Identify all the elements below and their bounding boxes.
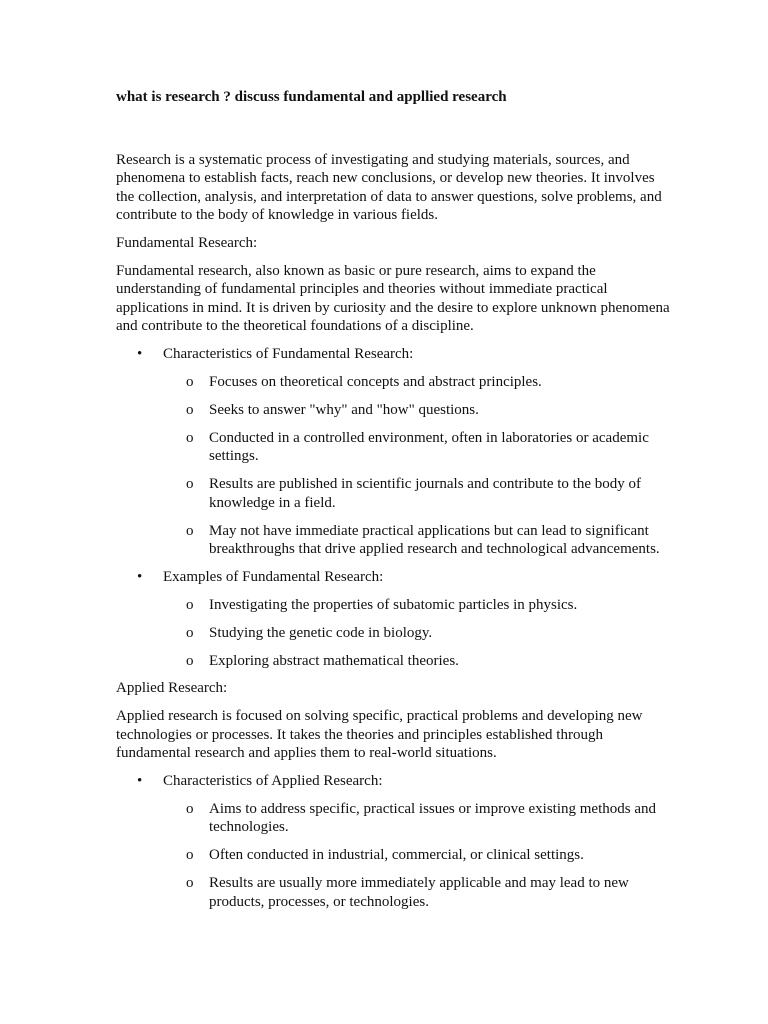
list-item-text: Seeks to answer "why" and "how" questions.	[209, 401, 479, 418]
circle-bullet-icon: o	[186, 401, 194, 418]
list-item-text: Results are usually more immediately applicable and may lead to new products, processes, or technologies.	[209, 875, 629, 910]
fundamental-heading: Fundamental Research:	[116, 235, 258, 252]
list-item-text: Conducted in a controlled environment, often in laboratories or academic settings.	[209, 429, 649, 465]
circle-bullet-icon: o	[186, 652, 194, 669]
applied-list	[116, 772, 676, 911]
list-item-text: May not have immediate practical applications but can lead to significant breakthroughs that drive applied research and technological advancements.	[209, 522, 660, 557]
list-item-text: Results are published in scientific journals and contribute to the body of knowledge in a field.	[209, 476, 641, 511]
list-item-text: Investigating the properties of subatomic particles in physics.	[209, 596, 578, 613]
fundamental-characteristics-label: Characteristics of Fundamental Research:	[163, 346, 414, 363]
list-item	[163, 846, 676, 864]
circle-bullet-icon: o	[186, 596, 194, 613]
bullet-icon: •	[137, 773, 143, 790]
list-item-text: Often conducted in industrial, commercial, or clinical settings.	[209, 847, 584, 864]
list-item-text: Focuses on theoretical concepts and abstract principles.	[209, 374, 542, 391]
list-item-text: Exploring abstract mathematical theories.	[209, 652, 459, 669]
fundamental-characteristics-sublist	[163, 373, 676, 558]
list-item	[163, 596, 676, 614]
circle-bullet-icon: o	[186, 847, 194, 864]
list-item	[163, 373, 676, 391]
applied-heading: Applied Research:	[116, 680, 228, 697]
circle-bullet-icon: o	[186, 624, 194, 641]
circle-bullet-icon: o	[186, 522, 194, 539]
applied-characteristics-sublist	[163, 800, 676, 911]
fundamental-examples-item	[116, 568, 676, 670]
applied-characteristics-item	[116, 772, 676, 911]
list-item	[163, 429, 676, 466]
circle-bullet-icon: o	[186, 429, 194, 446]
list-item-text: Studying the genetic code in biology.	[209, 624, 433, 641]
applied-characteristics-label: Characteristics of Applied Research:	[163, 773, 383, 790]
list-item	[163, 652, 676, 670]
fundamental-description: Fundamental research, also known as basic or pure research, aims to expand the understanding of fundamental principles and theories without immediate practical applications in mind. It is driven by curiosity and the desire to explore unknown phenomena and contribute to the theoretical foundations of a discipline.	[116, 263, 670, 335]
circle-bullet-icon: o	[186, 875, 194, 892]
list-item	[163, 624, 676, 642]
list-item	[163, 401, 676, 419]
document-page	[116, 88, 676, 911]
list-item	[163, 800, 676, 837]
intro-paragraph: Research is a systematic process of investigating and studying materials, sources, and phenomena to establish facts, reach new conclusions, or develop new theories. It involves the collection, analysis, and interpretation of data to answer questions, solve problems, and contribute to the body of knowledge in various fields.	[116, 152, 662, 224]
circle-bullet-icon: o	[186, 800, 194, 817]
circle-bullet-icon: o	[186, 476, 194, 493]
bullet-icon: •	[137, 346, 143, 363]
list-item	[163, 475, 676, 512]
applied-description: Applied research is focused on solving specific, practical problems and developing new technologies or processes. It takes the theories and principles established through fundamental research and applies them to real-world situations.	[116, 708, 643, 762]
fundamental-characteristics-item	[116, 345, 676, 558]
list-item-text: Aims to address specific, practical issues or improve existing methods and technologies.	[209, 800, 656, 836]
fundamental-list	[116, 345, 676, 670]
fundamental-examples-label: Examples of Fundamental Research:	[163, 568, 384, 585]
circle-bullet-icon: o	[186, 374, 194, 391]
fundamental-examples-sublist	[163, 596, 676, 670]
list-item	[163, 522, 676, 559]
document-title: what is research ? discuss fundamental and appllied research	[116, 89, 507, 105]
list-item	[163, 874, 676, 911]
bullet-icon: •	[137, 568, 143, 585]
